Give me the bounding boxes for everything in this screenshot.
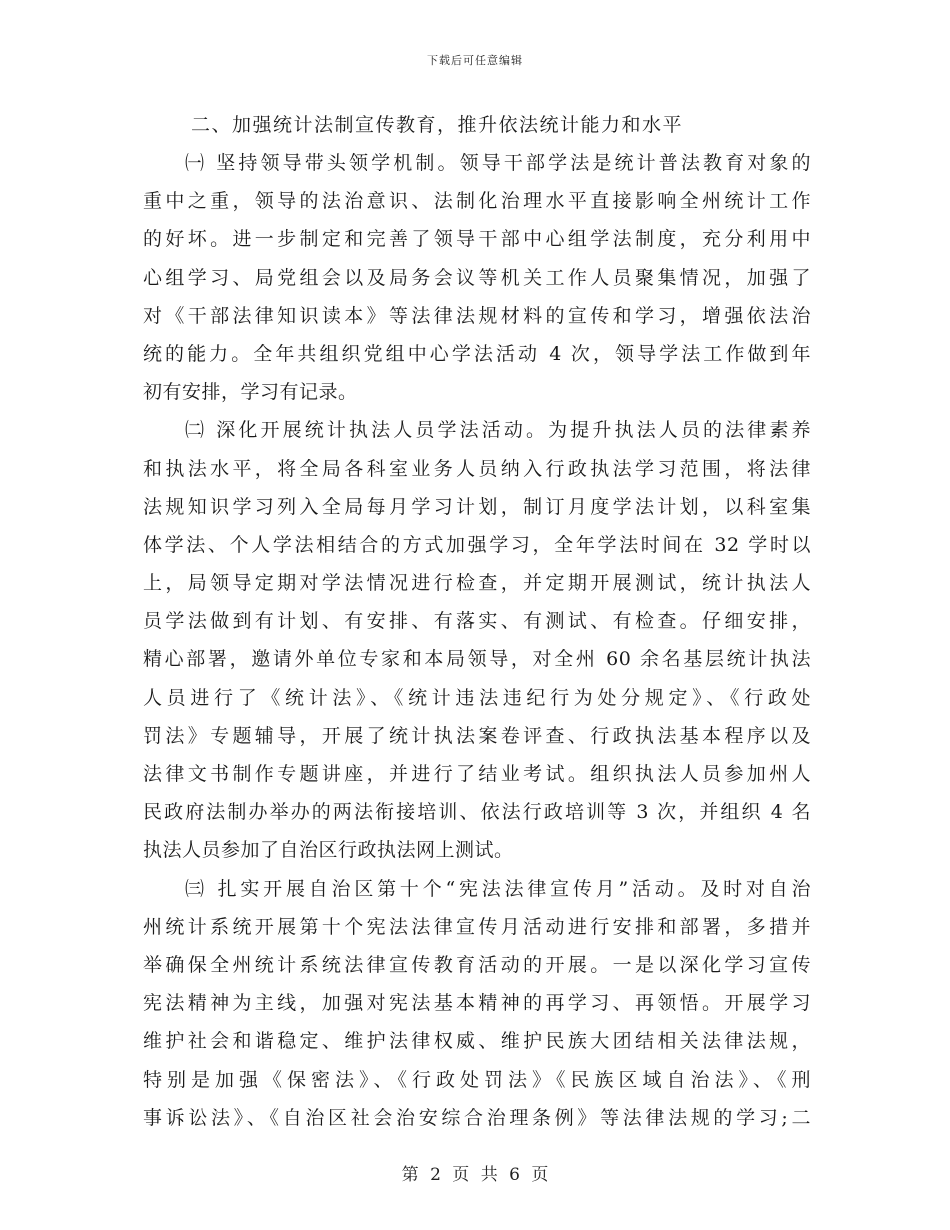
text-line: 的好坏。进一步制定和完善了领导干部中心组学法制度，充分利用中 <box>143 228 811 251</box>
text-line: 州统计系统开展第十个宪法法律宣传月活动进行安排和部署，多措并 <box>143 915 811 938</box>
text-line: 宪法精神为主线，加强对宪法基本精神的再学习、再领悟。开展学习 <box>143 992 811 1015</box>
text-line: 维护社会和谐稳定、维护法律权威、维护民族大团结相关法律法规， <box>143 1030 811 1053</box>
text-line: 事诉讼法》、《自治区社会治安综合治理条例》等法律法规的学习;二 <box>143 1106 811 1129</box>
paragraph-3 <box>143 870 811 1137</box>
text-line: ㈢ 扎实开展自治区第十个“宪法法律宣传月”活动。及时对自治 <box>185 877 811 900</box>
paragraph-1 <box>143 144 811 411</box>
text-line: 心组学习、局党组会以及局务会议等机关工作人员聚集情况，加强了 <box>143 266 811 289</box>
text-line: 法规知识学习列入全局每月学习计划，制订月度学法计划，以科室集 <box>143 495 811 518</box>
paragraph-2 <box>143 411 811 869</box>
text-line: 体学法、个人学法相结合的方式加强学习，全年学法时间在 32 学时以 <box>143 533 811 556</box>
text-line: ㈡ 深化开展统计执法人员学法活动。为提升执法人员的法律素养 <box>185 419 811 442</box>
text-line: 统的能力。全年共组织党组中心学法活动 4 次，领导学法工作做到年 <box>143 342 811 365</box>
text-line: 和执法水平，将全局各科室业务人员纳入行政执法学习范围，将法律 <box>143 457 811 480</box>
text-line: 员学法做到有计划、有安排、有落实、有测试、有检查。仔细安排， <box>143 610 811 633</box>
text-line: 执法人员参加了自治区行政执法网上测试。 <box>143 839 514 862</box>
text-line: 法律文书制作专题讲座，并进行了结业考试。组织执法人员参加州人 <box>143 763 811 785</box>
document-body <box>143 106 811 1137</box>
text-line: 罚法》专题辅导，开展了统计执法案卷评查、行政执法基本程序以及 <box>143 724 811 747</box>
text-line: 精心部署，邀请外单位专家和本局领导，对全州 60 余名基层统计执法 <box>143 648 811 671</box>
page-header: 下载后可任意编辑 <box>427 54 523 67</box>
text-line: ㈠ 坚持领导带头领学机制。领导干部学法是统计普法教育对象的 <box>185 152 811 174</box>
text-line: 民政府法制办举办的两法衔接培训、依法行政培训等 3 次，并组织 4 名 <box>143 801 811 824</box>
text-line: 初有安排，学习有记录。 <box>143 381 358 404</box>
text-line: 特别是加强《保密法》、《行政处罚法》《民族区域自治法》、《刑 <box>143 1068 811 1091</box>
text-line: 人员进行了《统计法》、《统计违法违纪行为处分规定》、《行政处 <box>143 686 811 709</box>
text-line: 举确保全州统计系统法律宣传教育活动的开展。一是以深化学习宣传 <box>143 953 811 976</box>
text-line: 重中之重，领导的法治意识、法制化治理水平直接影响全州统计工作 <box>143 190 811 213</box>
section-heading: 二、加强统计法制宣传教育，推升依法统计能力和水平 <box>191 114 684 136</box>
page-footer: 第 2 页 共 6 页 <box>401 1165 549 1185</box>
text-line: 对《干部法律知识读本》等法律法规材料的宣传和学习，增强依法治 <box>143 304 811 327</box>
text-line: 上，局领导定期对学法情况进行检查，并定期开展测试，统计执法人 <box>143 572 811 595</box>
